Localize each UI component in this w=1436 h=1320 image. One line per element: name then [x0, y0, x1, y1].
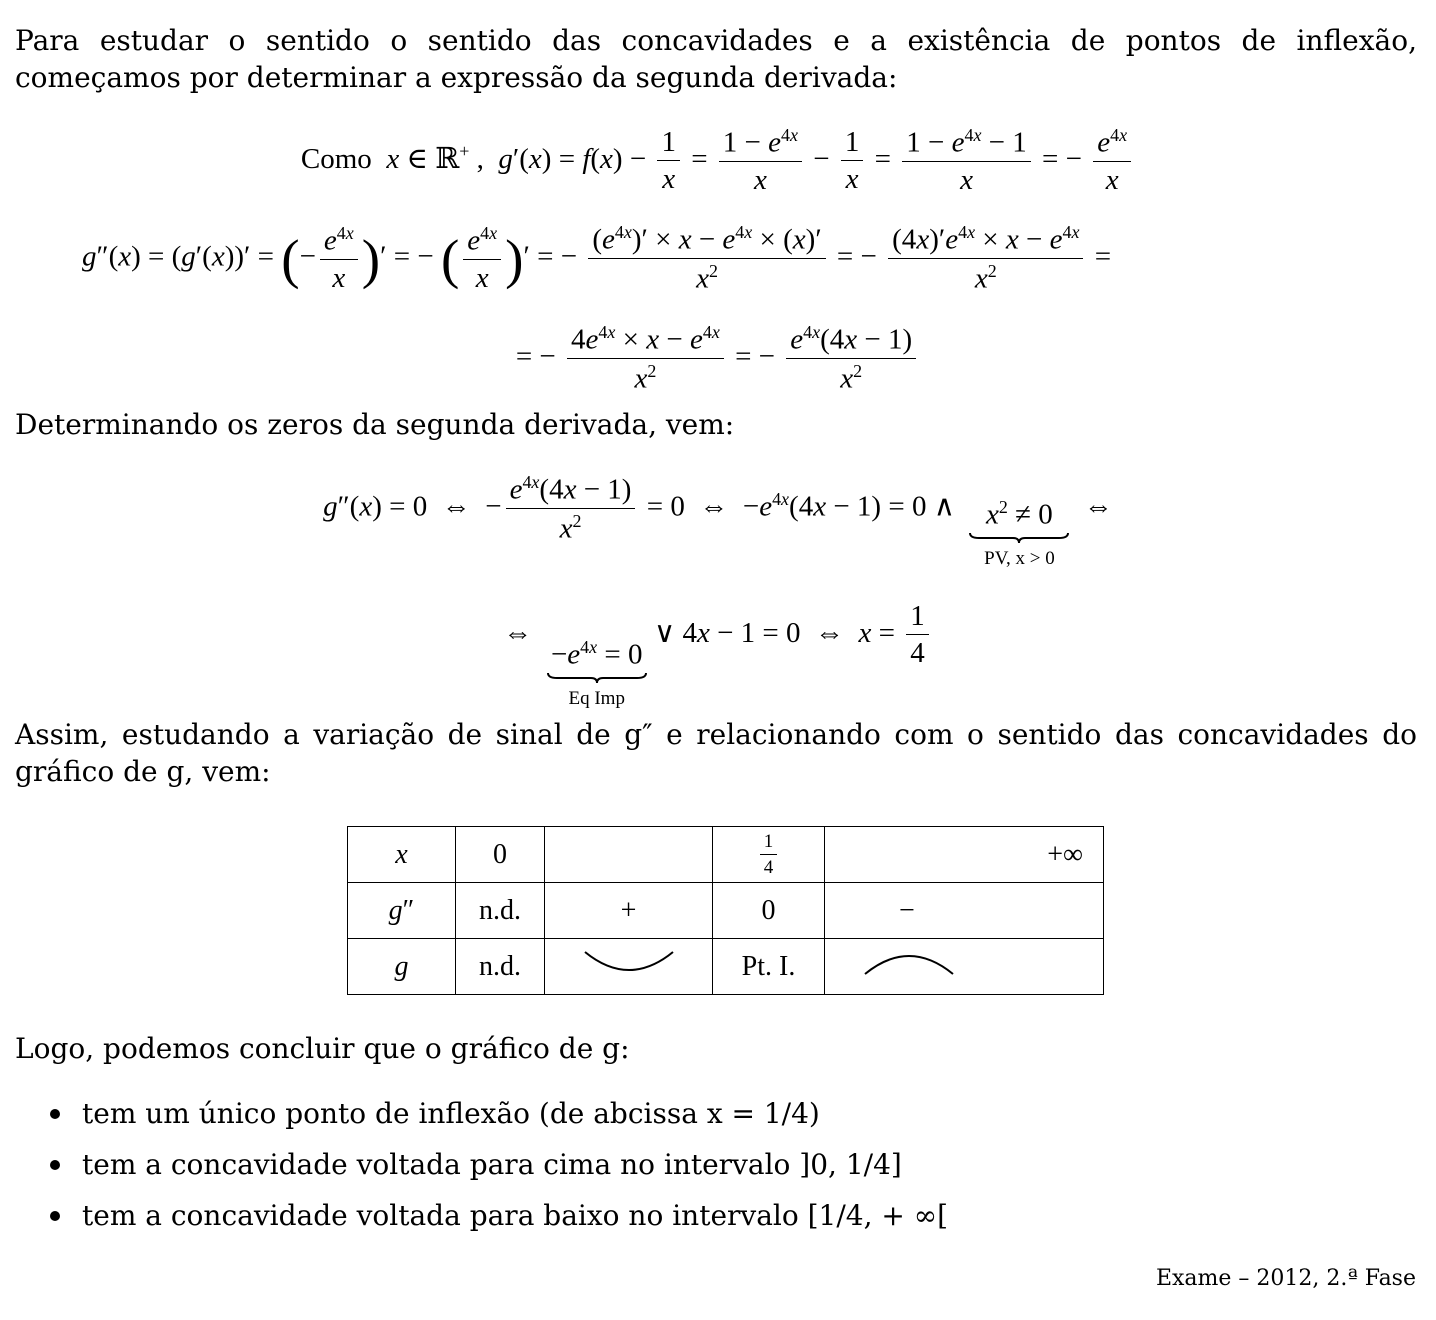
- table-cell: n.d.: [456, 939, 545, 995]
- bullet-icon: [50, 1109, 60, 1119]
- eq1-prefix: Como: [300, 142, 372, 175]
- concave-down-icon: [863, 948, 955, 978]
- underbrace-eq-imp: $-e^{4x} = 0$ Eq Imp: [547, 637, 647, 710]
- list-item: tem um único ponto de inflexão (de abcissa x = 1/4): [50, 1088, 948, 1139]
- table-cell: Pt. I.: [713, 939, 825, 995]
- sign-variation-table: [347, 826, 1104, 995]
- underbrace-icon: [547, 672, 647, 684]
- zeros-equation-line-1: g″(x) = 0 ⇔ − $\frac{e^{4x}(4x - 1)}{x^2}$ = 0 ⇔ $-e^{4x}(4x - 1) = 0$ ∧ $x^2 \ne 0$ PV, x > 0 ⇔: [323, 472, 1113, 569]
- bullet-icon: [50, 1160, 60, 1170]
- brace-label-eq-imp: Eq Imp: [568, 688, 625, 709]
- brace-label-pv: PV, x > 0: [984, 547, 1055, 569]
- second-derivative-line-1: g″(x) = (g′(x))′ = (− $\frac{e^{4x}}{x}$ )′ = − ( $\frac{e^{4x}}{x}$ )′ = − $\frac{(e^{4x})' \times x - e^{4x} \times (x)'}{x^2}$ = − $\frac{(4x)'e^{4x} \times x - e^{4x}}{x^2}$ =: [82, 222, 1112, 295]
- table-cell: [825, 939, 1104, 995]
- table-cell: −: [825, 883, 1104, 939]
- table-cell: 0: [456, 827, 545, 883]
- intro-paragraph: Para estudar o sentido o sentido das concavidades e a existência de pontos de inflexão, começamos por determinar a expressão da segunda derivada:: [15, 24, 1417, 94]
- underbrace-icon: [969, 532, 1069, 544]
- table-row: [348, 939, 1104, 995]
- zeros-equation-line-2: ⇔ $-e^{4x} = 0$ Eq Imp ∨ 4x − 1 = 0 ⇔ x = $\frac{1}{4}$: [0, 600, 1436, 710]
- bullet-icon: [50, 1211, 60, 1221]
- row-label-g: g: [348, 939, 456, 995]
- conclusion-list: [50, 1088, 948, 1241]
- table-cell: +: [545, 883, 713, 939]
- row-label-g-second: g″: [348, 883, 456, 939]
- table-cell: [545, 827, 713, 883]
- concave-up-icon: [583, 948, 675, 978]
- zeros-intro: Determinando os zeros da segunda derivada, vem:: [15, 408, 735, 441]
- table-row: [348, 883, 1104, 939]
- underbrace-pv: $x^2 \ne 0$ PV, x > 0: [969, 497, 1069, 570]
- row-label-x: x: [348, 827, 456, 883]
- first-derivative-equation: Como x ∈ ℝ+ , g′(x) = f(x) − $\frac{1}{x}$ = $\frac{1 - e^{4x}}{x}$ − $\frac{1}{x}$ = $\frac{1 - e^{4x} - 1}{x}$ = − $\frac{e^{4x}}{x}$: [0, 125, 1436, 197]
- table-cell: n.d.: [456, 883, 545, 939]
- exam-source: Exame – 2012, 2.ª Fase: [1155, 1266, 1416, 1291]
- sign-intro: Assim, estudando a variação de sinal de g″ e relacionando com o sentido das concavidades do gráfico de g, vem:: [15, 718, 1417, 788]
- conclusion-intro: Logo, podemos concluir que o gráfico de g:: [15, 1032, 630, 1065]
- second-derivative-line-2: = − $\frac{4e^{4x} \times x - e^{4x}}{x^2}$ = − $\frac{e^{4x}(4x - 1)}{x^2}$: [0, 322, 1436, 396]
- list-item: tem a concavidade voltada para baixo no intervalo [1/4, + ∞[: [50, 1190, 948, 1241]
- list-item: tem a concavidade voltada para cima no intervalo ]0, 1/4]: [50, 1139, 948, 1190]
- table-cell: $\frac{1}{4}$: [713, 827, 825, 883]
- table-cell: +∞: [825, 827, 1104, 883]
- table-cell: 0: [713, 883, 825, 939]
- table-cell: [545, 939, 713, 995]
- table-row: [348, 827, 1104, 883]
